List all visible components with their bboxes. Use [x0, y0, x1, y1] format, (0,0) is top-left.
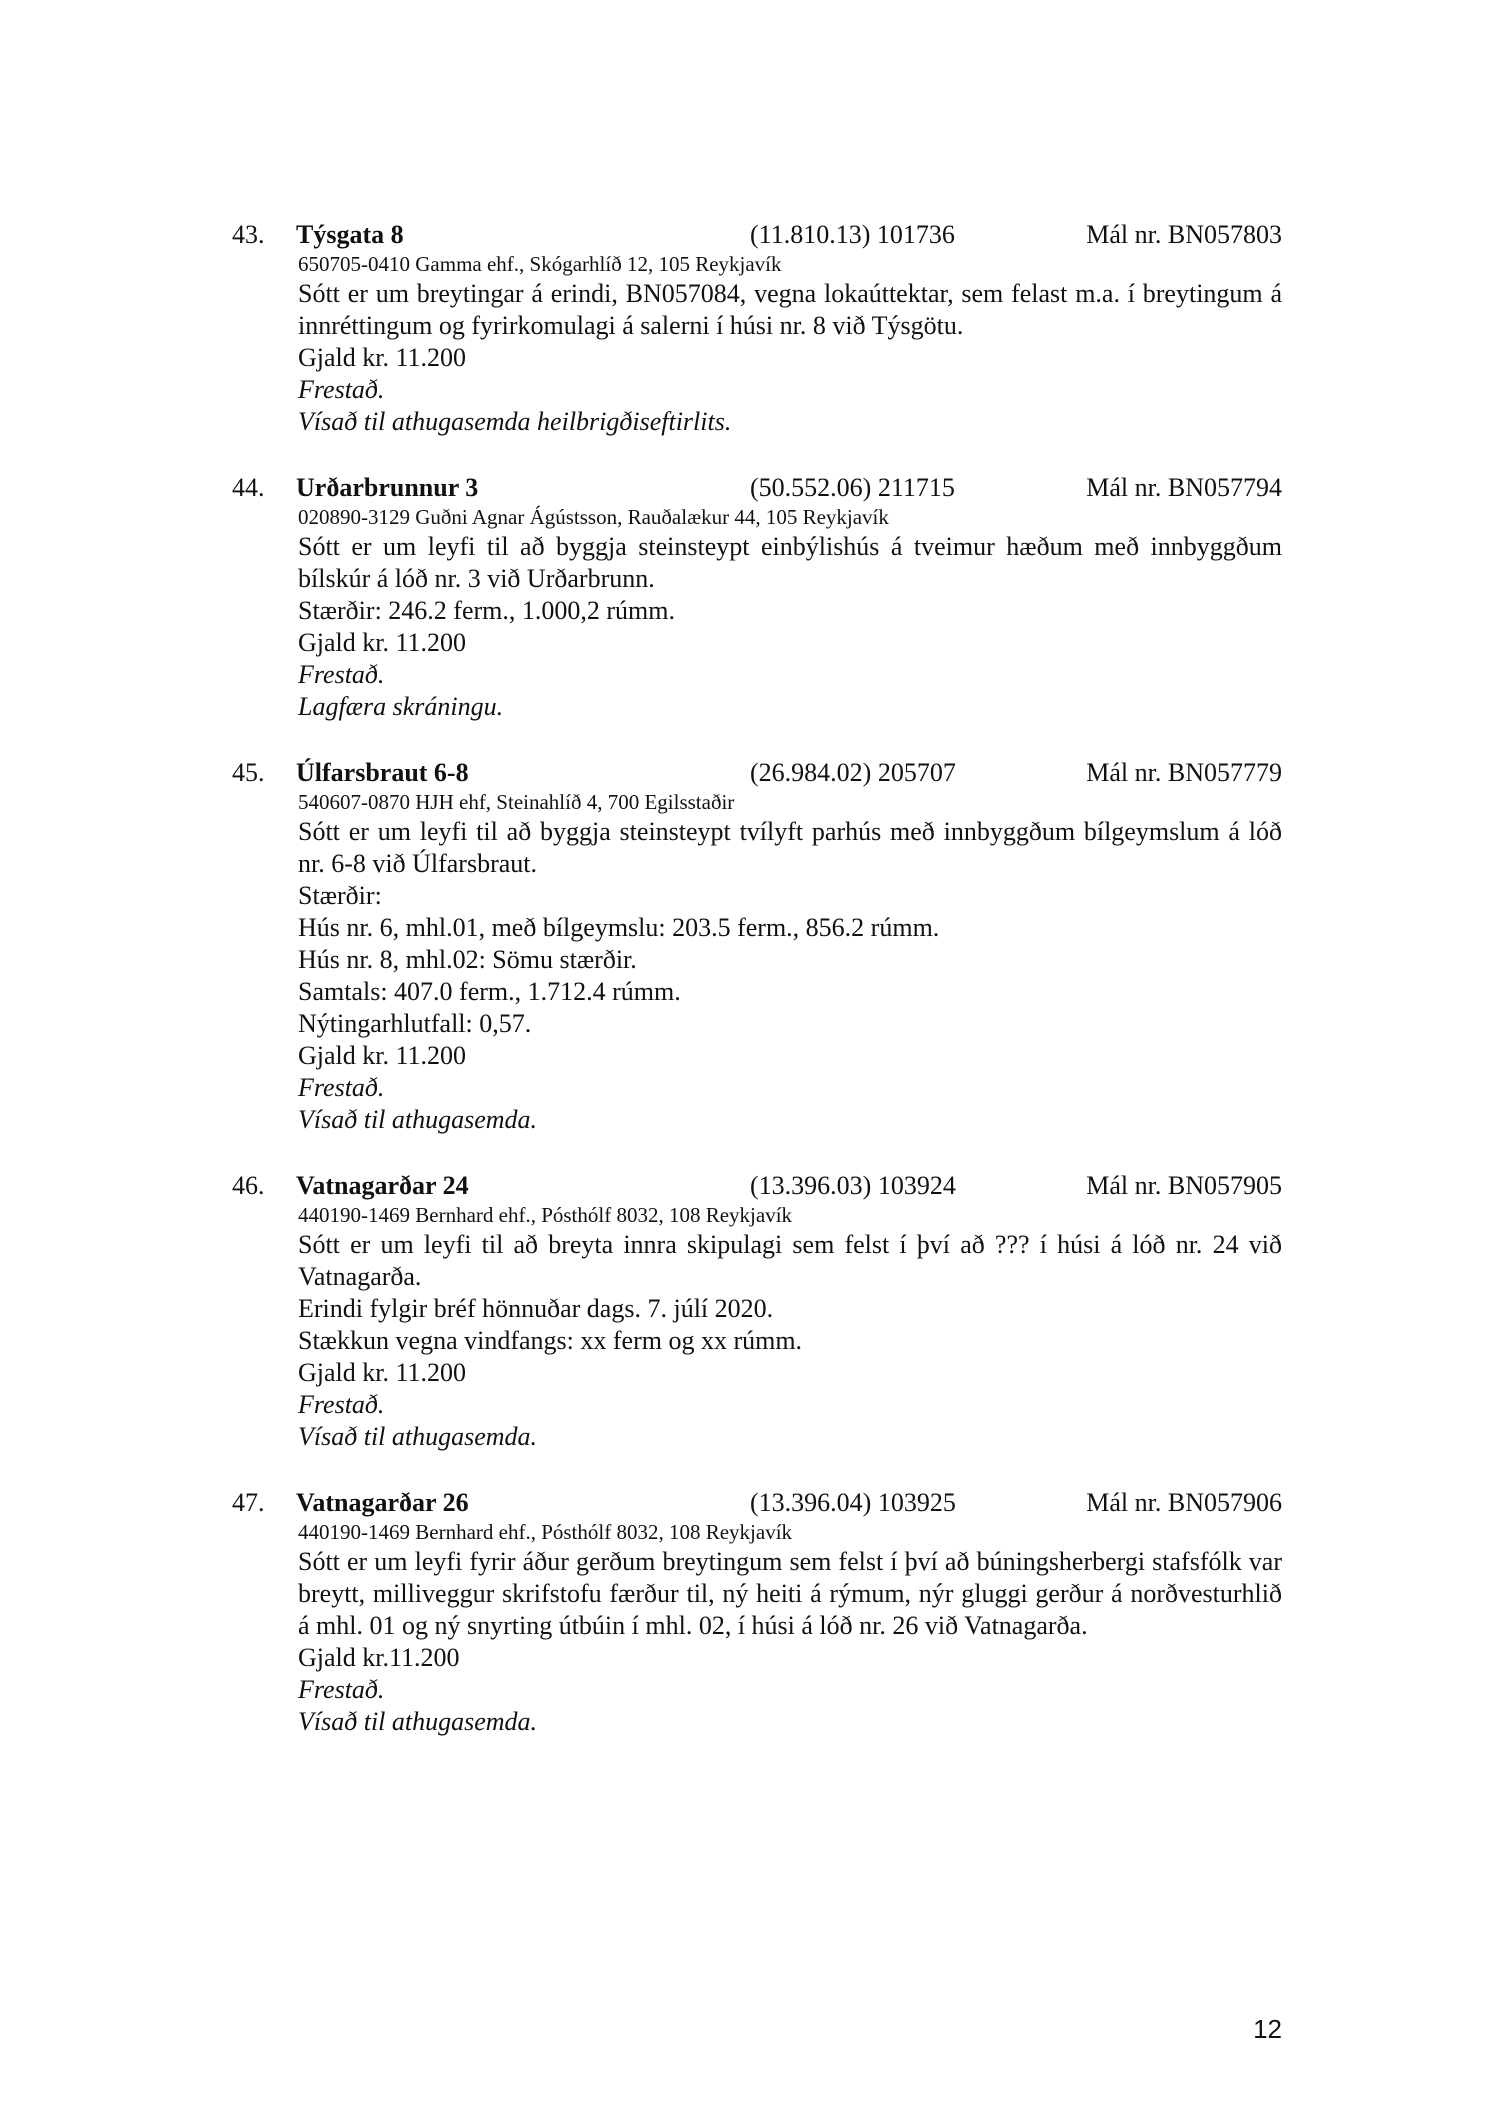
entry-note: Vísað til athugasemda heilbrigðiseftirlits.: [298, 407, 732, 436]
entry-47: [0, 1486, 1500, 1738]
entry-header: [0, 471, 1500, 504]
entry-number: 43.: [232, 220, 265, 249]
entry-applicant: 650705-0410 Gamma ehf., Skógarhlíð 12, 105 Reykjavík: [298, 252, 782, 276]
entries-list: [0, 218, 1500, 1771]
entry-fee: Gjald kr. 11.200: [298, 1041, 467, 1070]
entry-case-number: Mál nr. BN057905: [1086, 1171, 1282, 1200]
entry-body: [298, 1202, 1282, 1453]
entry-header: [0, 1486, 1500, 1519]
entry-body: [298, 504, 1282, 723]
entry-header: [0, 1169, 1500, 1202]
entry-number: 44.: [232, 473, 265, 502]
entry-detail: Samtals: 407.0 ferm., 1.712.4 rúmm.: [298, 977, 681, 1006]
entry-number: 45.: [232, 758, 265, 787]
entry-header: [0, 218, 1500, 251]
entry-case-number: Mál nr. BN057794: [1086, 473, 1282, 502]
entry-detail: Nýtingarhlutfall: 0,57.: [298, 1009, 532, 1038]
entry-applicant: 020890-3129 Guðni Agnar Ágústsson, Rauðalækur 44, 105 Reykjavík: [298, 505, 889, 529]
entry-note: Vísað til athugasemda.: [298, 1707, 538, 1736]
entry-case-number: Mál nr. BN057906: [1086, 1488, 1282, 1517]
entry-detail: Stærðir:: [298, 881, 382, 910]
entry-45: [0, 756, 1500, 1136]
entry-property-ref: (11.810.13) 101736: [750, 220, 955, 249]
entry-detail: Hús nr. 8, mhl.02: Sömu stærðir.: [298, 945, 637, 974]
entry-street: Urðarbrunnur 3: [296, 473, 479, 502]
entry-detail: Stækkun vegna vindfangs: xx ferm og xx rúmm.: [298, 1326, 803, 1355]
entry-fee: Gjald kr. 11.200: [298, 343, 467, 372]
page-number: 12: [1253, 2014, 1282, 2044]
entry-fee: Gjald kr. 11.200: [298, 628, 467, 657]
entry-street: Vatnagarðar 26: [296, 1488, 469, 1517]
entry-body: [298, 251, 1282, 438]
entry-description: Sótt er um leyfi til að byggja steinsteypt tvílyft parhús með innbyggðum bílgeymslum á lóð nr. 6-8 við Úlfarsbraut.: [298, 817, 1282, 878]
entry-44: [0, 471, 1500, 723]
entry-decision: Frestað.: [298, 375, 385, 404]
entry-decision: Frestað.: [298, 1390, 385, 1419]
entry-description: Sótt er um breytingar á erindi, BN057084, vegna lokaúttektar, sem felast m.a. í breytingum á innréttingum og fyrirkomulagi á salerni í húsi nr. 8 við Týsgötu.: [298, 279, 1282, 340]
entry-description: Sótt er um leyfi til að byggja steinsteypt einbýlishús á tveimur hæðum með innbyggðum bílskúr á lóð nr. 3 við Urðarbrunn.: [298, 532, 1282, 593]
entry-fee: Gjald kr. 11.200: [298, 1358, 467, 1387]
entry-fee: Gjald kr.11.200: [298, 1643, 460, 1672]
entry-note: Lagfæra skráningu.: [298, 692, 504, 721]
entry-detail: Stærðir: 246.2 ferm., 1.000,2 rúmm.: [298, 596, 675, 625]
entry-case-number: Mál nr. BN057803: [1086, 220, 1282, 249]
entry-property-ref: (13.396.03) 103924: [750, 1171, 956, 1200]
entry-property-ref: (50.552.06) 211715: [750, 473, 955, 502]
entry-street: Vatnagarðar 24: [296, 1171, 469, 1200]
entry-note: Vísað til athugasemda.: [298, 1422, 538, 1451]
entry-applicant: 540607-0870 HJH ehf, Steinahlíð 4, 700 Egilsstaðir: [298, 790, 735, 814]
entry-decision: Frestað.: [298, 1675, 385, 1704]
entry-property-ref: (26.984.02) 205707: [750, 758, 956, 787]
entry-number: 47.: [232, 1488, 265, 1517]
entry-description: Sótt er um leyfi fyrir áður gerðum breytingum sem felst í því að búningsherbergi stafsfólk var breytt, milliveggur skrifstofu færður til, ný heiti á rýmum, nýr gluggi gerður á norðvesturhlið á mhl. 01 og ný snyrting útbúin í mhl. 02, í húsi á lóð nr. 26 við Vatnagarða.: [298, 1547, 1282, 1640]
entry-46: [0, 1169, 1500, 1453]
entry-street: Úlfarsbraut 6-8: [296, 758, 469, 787]
entry-decision: Frestað.: [298, 1073, 385, 1102]
entry-property-ref: (13.396.04) 103925: [750, 1488, 956, 1517]
entry-body: [298, 1519, 1282, 1738]
entry-case-number: Mál nr. BN057779: [1086, 758, 1282, 787]
entry-body: [298, 789, 1282, 1136]
entry-header: [0, 756, 1500, 789]
entry-street: Týsgata 8: [296, 220, 404, 249]
entry-decision: Frestað.: [298, 660, 385, 689]
entry-detail: Erindi fylgir bréf hönnuðar dags. 7. júlí 2020.: [298, 1294, 774, 1323]
entry-description: Sótt er um leyfi til að breyta innra skipulagi sem felst í því að ??? í húsi á lóð nr. 24 við Vatnagarða.: [298, 1230, 1282, 1291]
entry-note: Vísað til athugasemda.: [298, 1105, 538, 1134]
entry-43: [0, 218, 1500, 438]
entry-detail: Hús nr. 6, mhl.01, með bílgeymslu: 203.5 ferm., 856.2 rúmm.: [298, 913, 940, 942]
entry-number: 46.: [232, 1171, 265, 1200]
entry-applicant: 440190-1469 Bernhard ehf., Pósthólf 8032, 108 Reykjavík: [298, 1203, 793, 1227]
entry-applicant: 440190-1469 Bernhard ehf., Pósthólf 8032, 108 Reykjavík: [298, 1520, 793, 1544]
